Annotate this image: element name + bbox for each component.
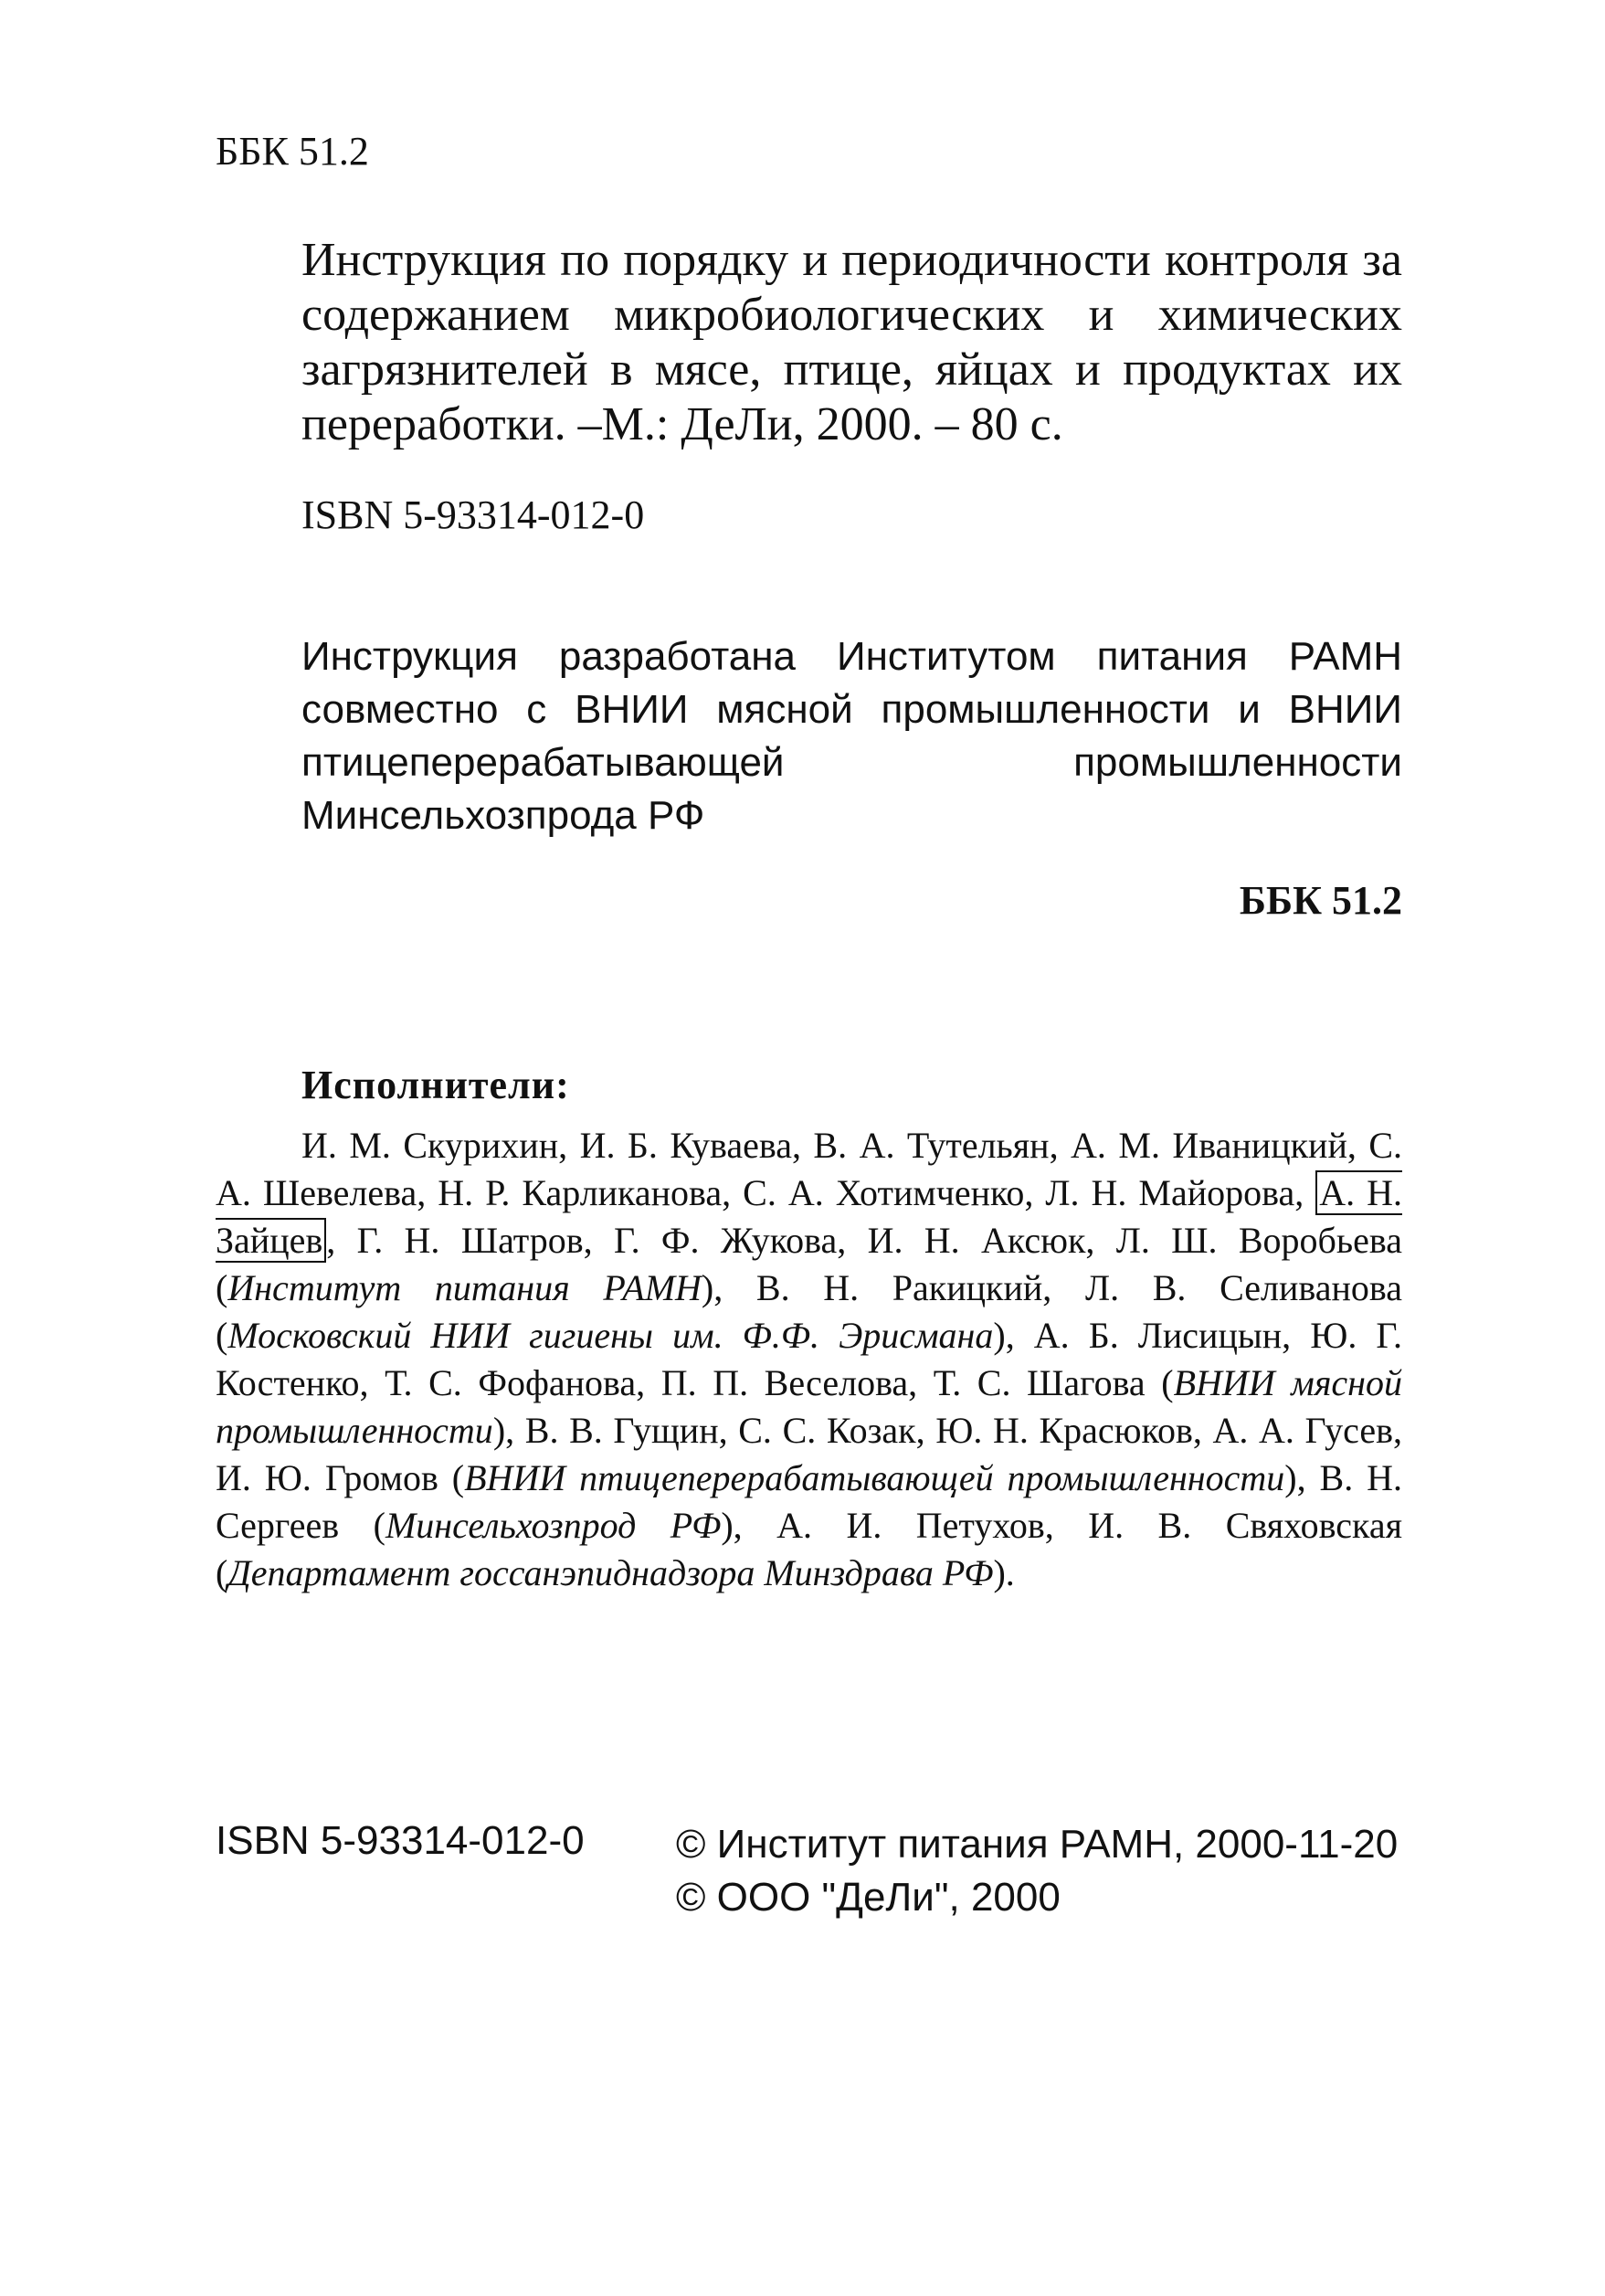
copyright-line: © ООО "ДеЛи", 2000 (676, 1875, 1061, 1920)
performers-list (216, 1122, 1402, 1597)
performers-text: ), В. Н. Сергеев ( (216, 1457, 1402, 1546)
performers-text: ), В. Н. Ракицкий, Л. В. Селиванова ( (216, 1267, 1402, 1356)
organization-name: ВНИИ мясной промышленности (216, 1362, 1403, 1451)
developer-note: Инструкция разработана Институтом питания РАМН совместно с ВНИИ мясной промышленности и ВНИИ птицеперерабатывающей промышленности Минсельхозпрода РФ (301, 634, 1402, 838)
bbk-code-right: ББК 51.2 (1239, 878, 1402, 923)
performers-text: ), А. Б. Лисицын, Ю. Г. Костенко, Т. С. Фофанова, П. П. Веселова, Т. С. Шагова ( (216, 1315, 1402, 1403)
performers-heading: Исполнители: (301, 1063, 570, 1107)
boxed-name: А. Н. Зайцев (216, 1172, 1402, 1261)
performers-text: И. М. Скурихин, И. Б. Куваева, В. А. Тутельян, А. М. Иваницкий, С. А. Шевелева, Н. Р. Карликанова, С. А. Хотимченко, Л. Н. Майорова, (216, 1125, 1402, 1213)
performers-text: ). (993, 1552, 1015, 1593)
isbn-top: ISBN 5-93314-012-0 (301, 492, 645, 537)
organization-name: Минсельхозпрод РФ (385, 1505, 722, 1546)
organization-name: ВНИИ птицеперерабатывающей промышленности (464, 1457, 1285, 1498)
isbn-bottom: ISBN 5-93314-012-0 (216, 1818, 585, 1863)
performers-text: ), А. И. Петухов, И. В. Свяховская ( (216, 1505, 1402, 1593)
performers-text: , Г. Н. Шатров, Г. Ф. Жукова, И. Н. Аксюк, Л. Ш. Воробьева ( (216, 1220, 1402, 1308)
copyright-line: © Институт питания РАМН, 2000-11-20 (676, 1822, 1399, 1867)
document-title: Инструкция по порядку и периодичности контроля за содержанием микробиологических и химических загрязнителей в мясе, птице, яйцах и продуктах их переработки. –М.: ДеЛи, 2000. – 80 с. (301, 234, 1402, 450)
organization-name: Московский НИИ гигиены им. Ф.Ф. Эрисмана (227, 1315, 994, 1356)
bbk-code-top: ББК 51.2 (216, 129, 369, 174)
copyright-block (676, 1818, 1398, 1924)
organization-name: Институт питания РАМН (227, 1267, 702, 1308)
performers-text: ), В. В. Гущин, С. С. Козак, Ю. Н. Красюков, А. А. Гусев, И. Ю. Громов ( (216, 1410, 1402, 1498)
organization-name: Департамент госсанэпиднадзора Минздрава РФ (227, 1552, 994, 1593)
